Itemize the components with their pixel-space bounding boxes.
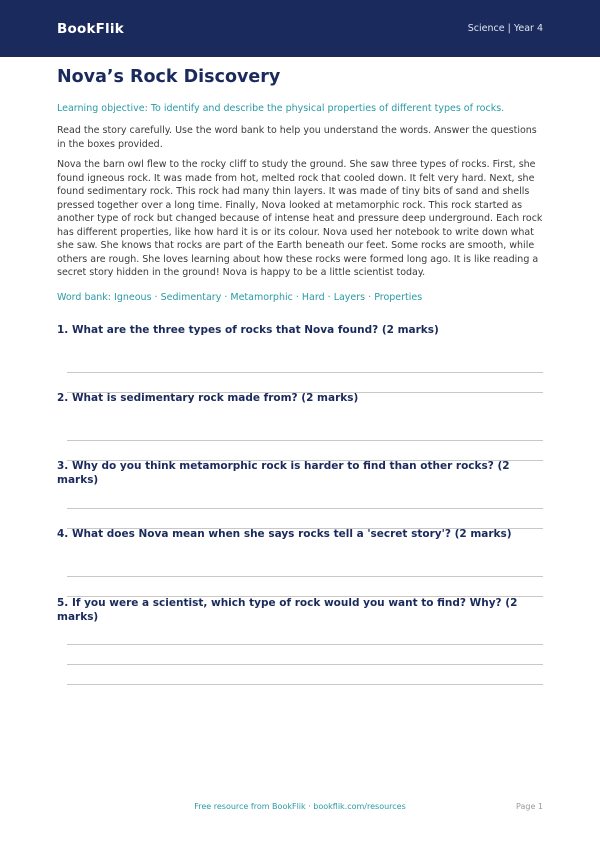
- brand-logo-text: BookFlik: [57, 20, 124, 37]
- answer-line[interactable]: [67, 372, 543, 373]
- page-header: [0, 0, 600, 57]
- question-2: [57, 391, 543, 405]
- question-1: [57, 323, 543, 337]
- answer-line[interactable]: [67, 684, 543, 685]
- question-text: 2. What is sedimentary rock made from? (2 marks): [57, 392, 359, 404]
- word-bank: Word bank: Igneous · Sedimentary · Metamorphic · Hard · Layers · Properties: [57, 291, 423, 303]
- question-5: [57, 596, 543, 624]
- answer-line[interactable]: [67, 508, 543, 509]
- question-3: [57, 459, 543, 487]
- answer-line[interactable]: [67, 576, 543, 577]
- instructions-text: Read the story carefully. Use the word bank to help you understand the words. Answer the questions in the boxes provided.: [57, 125, 537, 150]
- question-text: 5. If you were a scientist, which type of rock would you want to find? Why? (2 marks): [57, 597, 518, 623]
- question-text: 1. What are the three types of rocks that Nova found? (2 marks): [57, 324, 439, 336]
- intro-section: [57, 67, 543, 304]
- answer-line[interactable]: [67, 440, 543, 441]
- subject-year-label: Science | Year 4: [467, 23, 543, 34]
- question-text: 4. What does Nova mean when she says rocks tell a 'secret story'? (2 marks): [57, 528, 512, 540]
- question-text: 3. Why do you think metamorphic rock is harder to find than other rocks? (2 marks): [57, 460, 510, 486]
- answer-line[interactable]: [67, 644, 543, 645]
- story-text: Nova the barn owl flew to the rocky cliff to study the ground. She saw three types of rocks. First, she found igneous rock. It was made from hot, melted rock that cooled down. It felt very hard. Next, she found sedimentary rock. This rock had many thin layers. It was made of tiny bits of sand and shells pressed together over a long time. Finally, Nova looked at metamorphic rock. This rock started as another type of rock but changed because of intense heat and pressure deep underground. Each rock has different properties, like how hard it is or its colour. Nova used her notebook to write down what she saw. She knows that rocks are part of the Earth beneath our feet. Some rocks are smooth, while others are rough. She loves learning about how these rocks were formed long ago. It is like reading a secret story hidden in the ground! Nova is happy to be a little scientist today.: [57, 159, 543, 278]
- learning-objective: Learning objective: To identify and describe the physical properties of different types of rocks.: [57, 103, 505, 114]
- answer-line[interactable]: [67, 664, 543, 665]
- worksheet-title: Nova’s Rock Discovery: [57, 67, 281, 87]
- question-4: [57, 527, 543, 541]
- page-number: Page 1: [516, 802, 543, 811]
- footer-credit: Free resource from BookFlik · bookflik.com/resources: [194, 802, 406, 811]
